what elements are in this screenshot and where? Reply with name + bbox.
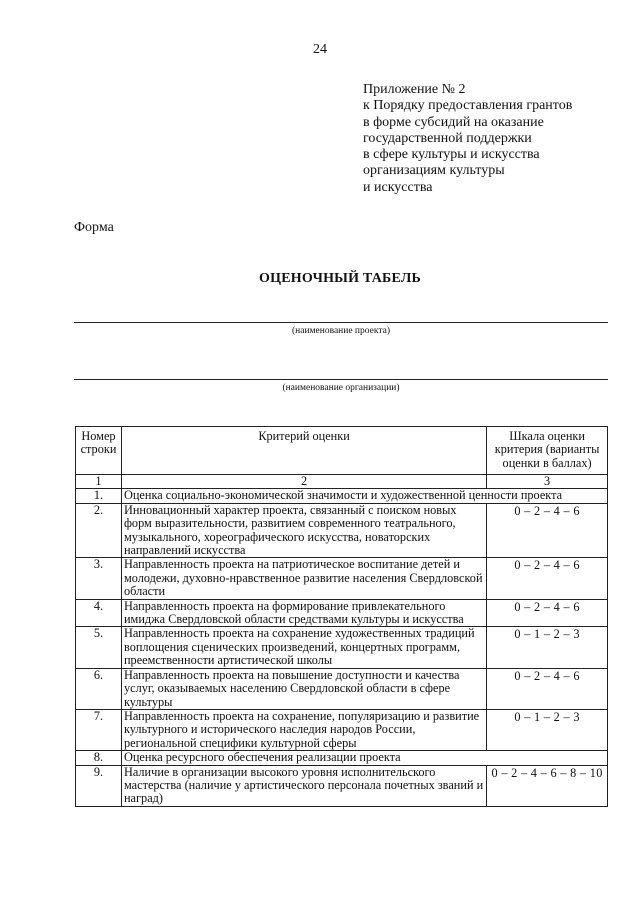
criterion-text: Наличие в организации высокого уровня исполнительского мастерства (наличие у артистического персонала почетных званий и наград)	[121, 765, 486, 806]
page-number: 24	[313, 42, 327, 57]
project-name-line[interactable]	[74, 322, 608, 323]
table-row	[76, 558, 608, 599]
score-scale: 0 – 2 – 4 – 6	[487, 668, 608, 709]
criterion-text: Направленность проекта на сохранение, популяризацию и развитие культурного и исторического наследия народов России, региональной специфики культурной сферы	[121, 709, 486, 750]
document-title: ОЦЕНОЧНЫЙ ТАБЕЛЬ	[259, 271, 421, 286]
table-index-row	[76, 475, 608, 489]
appendix-line: и искусства	[363, 179, 433, 195]
table-row	[76, 503, 608, 558]
section-title: Оценка социально-экономической значимости и художественной ценности проекта	[121, 489, 607, 503]
criterion-text: Направленность проекта на патриотическое воспитание детей и молодежи, духовно-нравственное развитие населения Свердловской области	[121, 558, 486, 599]
row-number: 8.	[76, 751, 122, 765]
appendix-block	[363, 82, 572, 196]
score-scale: 0 – 1 – 2 – 3	[487, 709, 608, 750]
section-title: Оценка ресурсного обеспечения реализации проекта	[121, 751, 607, 765]
header-criterion: Критерий оценки	[121, 427, 486, 475]
table-row	[76, 765, 608, 806]
row-number: 4.	[76, 599, 122, 627]
row-number: 1.	[76, 489, 122, 503]
row-number: 9.	[76, 765, 122, 806]
appendix-line: к Порядку предоставления грантов	[363, 98, 573, 114]
criterion-text: Инновационный характер проекта, связанный с поиском новых форм выразительности, развитием современного театрального, музыкального, хореографического искусства, новаторских направлений искусства	[121, 503, 486, 558]
table-row	[76, 627, 608, 668]
table-row	[76, 709, 608, 750]
project-name-caption: (наименование проекта)	[291, 326, 390, 336]
index-cell: 2	[121, 475, 486, 489]
criterion-text: Направленность проекта на формирование привлекательного имиджа Свердловской области средствами культуры и искусства	[121, 599, 486, 627]
row-number: 2.	[76, 503, 122, 558]
appendix-line: в форме субсидий на оказание	[363, 114, 544, 130]
score-scale: 0 – 2 – 4 – 6	[487, 599, 608, 627]
table-row	[76, 599, 608, 627]
score-scale: 0 – 2 – 4 – 6 – 8 – 10	[487, 765, 608, 806]
row-number: 6.	[76, 668, 122, 709]
table-row	[76, 668, 608, 709]
table-row	[76, 489, 608, 503]
appendix-line: государственной поддержки	[363, 130, 532, 146]
row-number: 5.	[76, 627, 122, 668]
score-scale: 0 – 2 – 4 – 6	[487, 558, 608, 599]
header-row-number: Номер строки	[76, 427, 122, 475]
row-number: 7.	[76, 709, 122, 750]
score-scale: 0 – 1 – 2 – 3	[487, 627, 608, 668]
organization-name-caption: (наименование организации)	[282, 383, 400, 393]
form-label: Форма	[74, 220, 114, 235]
criterion-text: Направленность проекта на сохранение художественных традиций воплощения сценических произведений, концертных программ, преемственности артистической школы	[121, 627, 486, 668]
table-row	[76, 751, 608, 765]
organization-name-line[interactable]	[74, 379, 608, 380]
criterion-text: Направленность проекта на повышение доступности и качества услуг, оказываемых населению Свердловской области в сфере культуры	[121, 668, 486, 709]
row-number: 3.	[76, 558, 122, 599]
evaluation-table	[75, 426, 608, 807]
appendix-line: Приложение № 2	[363, 82, 466, 97]
header-scale: Шкала оценки критерия (варианты оценки в баллах)	[487, 427, 608, 475]
index-cell: 3	[487, 475, 608, 489]
appendix-line: в сфере культуры и искусства	[363, 147, 540, 163]
table-header-row	[76, 427, 608, 475]
appendix-line: организациям культуры	[363, 163, 505, 179]
index-cell: 1	[76, 475, 122, 489]
score-scale: 0 – 2 – 4 – 6	[487, 503, 608, 558]
